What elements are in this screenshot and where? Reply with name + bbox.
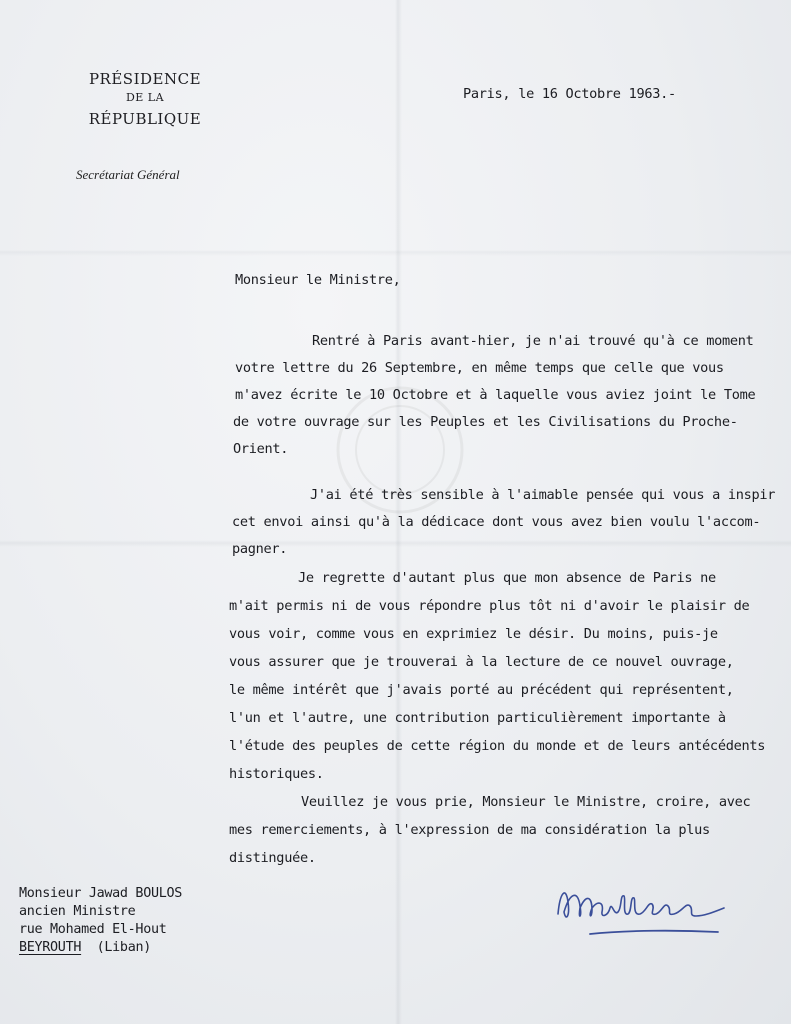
body-line: J'ai été très sensible à l'aimable pensée qui vous a inspir [310,487,776,503]
body-line: pagner. [232,541,288,557]
body-line: l'un et l'autre, une contribution particulièrement importante à [229,710,726,726]
recipient-city-line [19,939,182,957]
recipient-country: (Liban) [96,940,151,955]
handwritten-signature [548,872,738,944]
recipient-name: Monsieur Jawad BOULOS [19,886,182,901]
body-line: mes remerciements, à l'expression de ma considération la plus [229,822,710,838]
body-line: cet envoi ainsi qu'à la dédicace dont vous avez bien voulu l'accom- [232,514,761,530]
body-line: historiques. [229,766,324,782]
body-line: vous voir, comme vous en exprimiez le désir. Du moins, puis-je [229,626,718,642]
recipient-address [19,885,182,957]
letterhead-line-de-la: DE LA [125,91,165,104]
body-line: vous assurer que je trouverai à la lecture de ce nouvel ouvrage, [229,654,734,670]
department-label: Secrétariat Général [76,167,180,182]
body-line: distinguée. [229,850,316,866]
body-line: Rentré à Paris avant-hier, je n'ai trouvé qu'à ce moment [312,333,754,349]
body-line: Je regrette d'autant plus que mon absence de Paris ne [298,570,716,586]
body-line: de votre ouvrage sur les Peuples et les Civilisations du Proche- [233,414,738,430]
body-line: le même intérêt que j'avais porté au précédent qui représentent, [229,682,734,698]
recipient-city: BEYROUTH [19,940,82,955]
recipient-street: rue Mohamed El-Hout [19,922,167,937]
letter-date: Paris, le 16 Octobre 1963.- [463,86,676,102]
body-line: Veuillez je vous prie, Monsieur le Ministre, croire, avec [301,794,751,810]
recipient-title: ancien Ministre [19,904,136,919]
letterhead-line-presidence: PRÉSIDENCE [88,70,202,88]
body-line: l'étude des peuples de cette région du monde et de leurs antécédents [229,738,766,754]
body-line: Orient. [233,441,289,457]
letterhead-line-republique: RÉPUBLIQUE [88,110,202,128]
body-line: m'avez écrite le 10 Octobre et à laquelle vous aviez joint le Tome [235,387,756,403]
body-line: m'ait permis ni de vous répondre plus tôt ni d'avoir le plaisir de [229,598,750,614]
salutation: Monsieur le Ministre, [235,272,401,288]
body-line: votre lettre du 26 Septembre, en même temps que celle que vous [235,360,724,376]
